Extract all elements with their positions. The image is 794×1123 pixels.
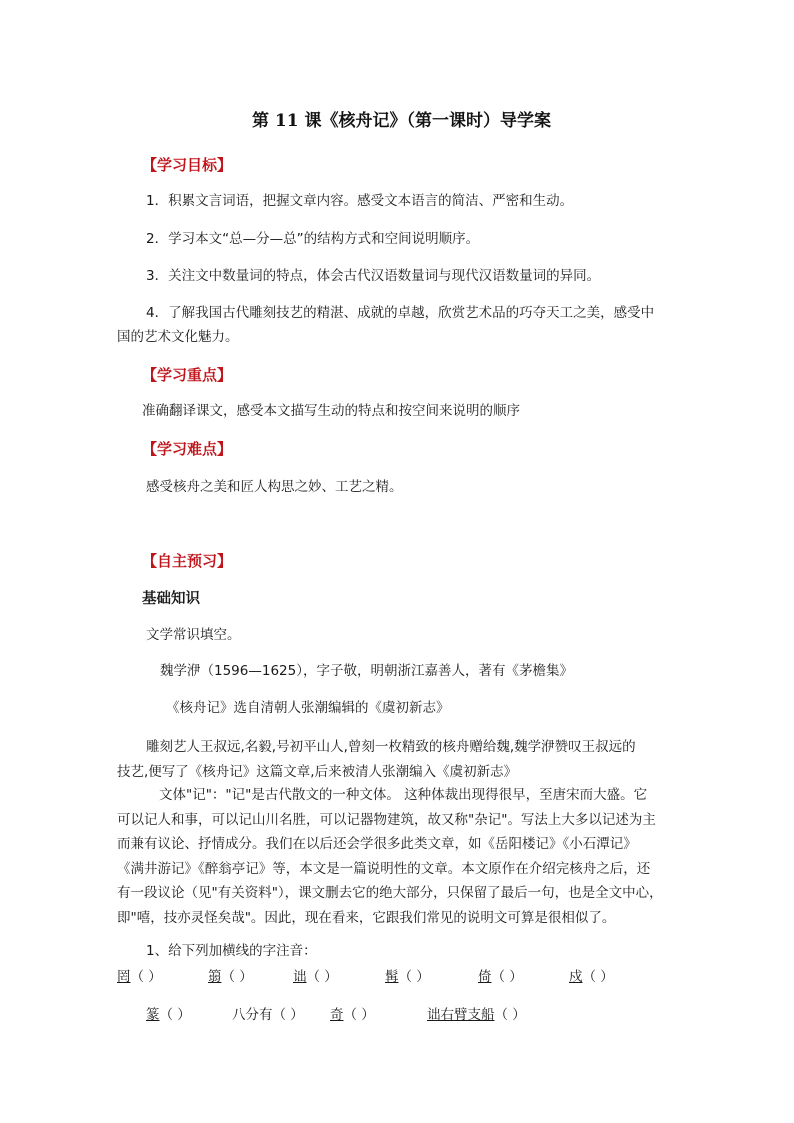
underlined-char: 诎右臂支船 xyxy=(427,1007,495,1023)
para2-line-2: 可以记人和事，可以记山川名胜，可以记器物建筑，故又称"杂记"。写法上大多以记述为主 xyxy=(117,811,656,828)
underlined-char: 戍 xyxy=(569,969,583,985)
basic-knowledge-subheading: 基础知识 xyxy=(142,591,200,607)
underlined-char: 篆 xyxy=(146,1007,160,1023)
author-info: 魏学洢（1596—1625），字子敬，明朝浙江嘉善人，著有《茅檐集》 xyxy=(160,663,573,679)
answer-blank: （ ） xyxy=(491,969,523,985)
para2-line-4: 《满井游记》《醉翁亭记》等，本文是一篇说明性的文章。本文原作在介绍完核舟之后，还 xyxy=(117,860,651,877)
answer-blank: （ ） xyxy=(272,1007,304,1023)
underlined-char: 髯 xyxy=(385,969,399,985)
pinyin-item xyxy=(427,1003,526,1023)
underlined-char: 诎 xyxy=(293,969,307,985)
answer-blank: （ ） xyxy=(494,1007,526,1023)
paragraph-author-background xyxy=(117,735,717,784)
pinyin-item xyxy=(330,1003,375,1023)
answer-blank: （ ） xyxy=(221,969,253,985)
goal-item-4: 4．了解我国古代雕刻技艺的精湛、成就的卓越，欣赏艺术品的巧夺天工之美，感受中 xyxy=(146,305,655,321)
goal-item-3: 3．关注文中数量词的特点，体会古代汉语数量词与现代汉语数量词的异同。 xyxy=(146,268,601,284)
question-1-prompt: 1、给下列加横线的字注音： xyxy=(146,943,317,959)
section-heading-difficulty: 【学习难点】 xyxy=(142,440,233,458)
pinyin-item xyxy=(569,965,614,985)
page-title: 第 11 课《核舟记》（第一课时）导学案 xyxy=(252,111,551,131)
para2-line-3: 而兼有议论、抒情成分。我们在以后还会学很多此类文章，如《岳阳楼记》《小石潭记》 xyxy=(117,836,637,853)
pinyin-item xyxy=(208,965,253,985)
answer-blank: （ ） xyxy=(398,969,430,985)
pinyin-item xyxy=(232,1003,304,1023)
para2-line-5: 有一段议论（见"有关资料"），课文删去它的绝大部分，只保留了最后一句，也是全文中心， xyxy=(117,885,663,902)
difficulty-text: 感受核舟之美和匠人构思之妙、工艺之精。 xyxy=(146,479,403,495)
source-info: 《核舟记》选自清朝人张潮编辑的《虞初新志》 xyxy=(166,700,450,716)
underlined-char: 篛 xyxy=(208,969,222,985)
pinyin-item xyxy=(293,965,338,985)
answer-blank: （ ） xyxy=(306,969,338,985)
underlined-char: 八分有 xyxy=(232,1007,273,1023)
fill-in-task: 文学常识填空。 xyxy=(146,627,241,643)
pinyin-item xyxy=(117,965,162,985)
section-heading-goals: 【学习目标】 xyxy=(142,156,233,174)
para1-line-2: 技艺,便写了《核舟记》这篇文章,后来被清人张潮编入《虞初新志》 xyxy=(117,763,518,780)
underlined-char: 奇 xyxy=(330,1007,344,1023)
section-heading-focus: 【学习重点】 xyxy=(142,366,233,384)
underlined-char: 罔 xyxy=(117,969,131,985)
underlined-char: 倚 xyxy=(478,969,492,985)
section-heading-preview: 【自主预习】 xyxy=(142,552,233,570)
answer-blank: （ ） xyxy=(582,969,614,985)
para1-line-1: 雕刻艺人王叔远,名毅,号初平山人,曾刻一枚精致的核舟赠给魏,魏学洢赞叹王叔远的 xyxy=(146,739,636,755)
answer-blank: （ ） xyxy=(343,1007,375,1023)
pinyin-item xyxy=(146,1003,191,1023)
focus-text: 准确翻译课文，感受本文描写生动的特点和按空间来说明的顺序 xyxy=(142,403,520,419)
goal-item-1: 1．积累文言词语，把握文章内容。感受文本语言的简洁、严密和生动。 xyxy=(146,193,574,209)
goal-item-4-cont: 国的艺术文化魅力。 xyxy=(117,329,239,345)
para2-line-6: 即"嘻，技亦灵怪矣哉"。因此，现在看来，它跟我们常见的说明文可算是很相似了。 xyxy=(117,909,616,926)
answer-blank: （ ） xyxy=(130,969,162,985)
goal-item-2: 2．学习本文“总—分—总”的结构方式和空间说明顺序。 xyxy=(146,231,480,247)
answer-blank: （ ） xyxy=(159,1007,191,1023)
pinyin-item xyxy=(385,965,430,985)
paragraph-genre xyxy=(117,783,717,931)
pinyin-item xyxy=(478,965,523,985)
para2-line-1: 文体"记"："记"是古代散文的一种文体。 这种体裁出现得很早，至唐宋而大盛。它 xyxy=(159,787,648,803)
